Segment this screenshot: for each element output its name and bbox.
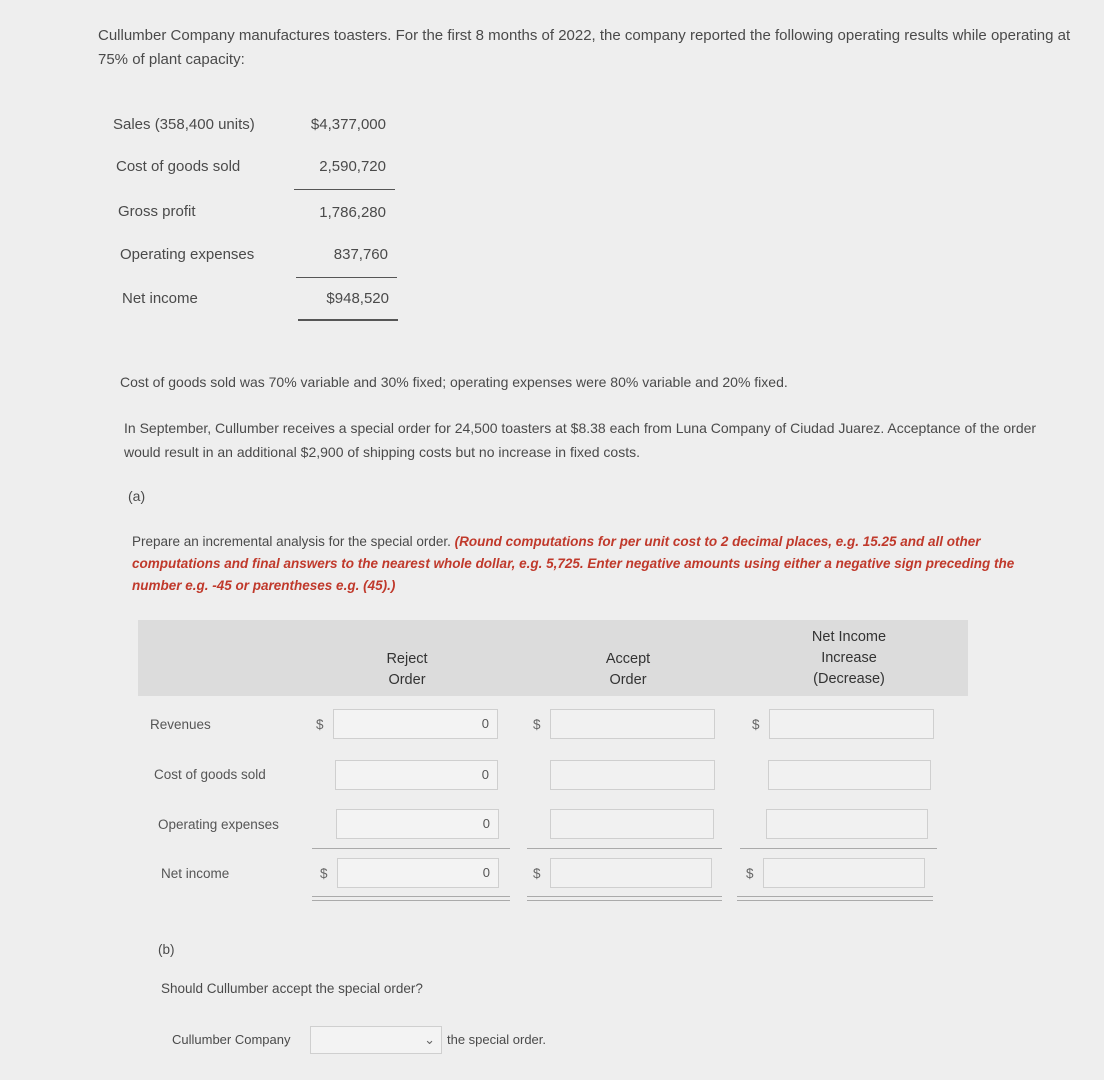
dollar-sign: $	[752, 717, 760, 732]
gross-profit-label: Gross profit	[118, 203, 196, 220]
row-label-revenues: Revenues	[150, 717, 211, 732]
net-accept-double-underline-1	[527, 896, 722, 897]
cogs-net-input[interactable]	[768, 760, 931, 790]
sales-label: Sales (358,400 units)	[113, 116, 255, 133]
col-net-line1: Net Income	[811, 629, 887, 645]
net-change-double-underline-2	[737, 900, 933, 901]
net-income-reject-input[interactable]: 0	[337, 858, 499, 888]
col-reject-line1: Reject	[386, 651, 428, 667]
opex-label: Operating expenses	[120, 246, 255, 263]
col-net-line2: Increase	[821, 650, 877, 666]
net-income-double-underline	[298, 319, 398, 321]
accept-reject-dropdown[interactable]	[310, 1026, 442, 1054]
dollar-sign: $	[316, 717, 324, 732]
instructions-text: Prepare an incremental analysis for the special order.	[132, 534, 455, 549]
cogs-underline	[294, 189, 395, 190]
sales-value: $4,377,000	[310, 116, 386, 133]
col-accept-order	[578, 649, 678, 691]
revenues-net-input[interactable]	[769, 709, 934, 739]
opex-reject-underline	[312, 848, 510, 849]
cost-behavior-note: Cost of goods sold was 70% variable and 30% fixed; operating expenses were 80% variable and 20% fixed.	[120, 374, 788, 390]
revenues-reject-input[interactable]: 0	[333, 709, 498, 739]
net-accept-double-underline-2	[527, 900, 722, 901]
chevron-down-icon: ⌄	[424, 1032, 435, 1047]
row-label-cogs: Cost of goods sold	[154, 767, 266, 782]
part-b-suffix: the special order.	[447, 1032, 547, 1047]
opex-reject-input[interactable]: 0	[336, 809, 499, 839]
net-income-accept-input[interactable]	[550, 858, 712, 888]
opex-net-input[interactable]	[766, 809, 928, 839]
cogs-value: 2,590,720	[319, 158, 386, 175]
part-a-label: (a)	[128, 488, 146, 504]
dollar-sign: $	[533, 717, 541, 732]
dollar-sign: $	[533, 866, 541, 881]
dollar-sign: $	[320, 866, 328, 881]
net-income-label: Net income	[122, 290, 198, 307]
cogs-accept-input[interactable]	[550, 760, 715, 790]
opex-accept-underline	[527, 848, 722, 849]
opex-underline	[296, 277, 397, 278]
part-b-question: Should Cullumber accept the special order?	[161, 981, 423, 996]
row-label-opex: Operating expenses	[158, 817, 279, 832]
part-a-instructions	[132, 531, 1032, 597]
cogs-reject-input[interactable]: 0	[335, 760, 498, 790]
net-change-double-underline-1	[737, 896, 933, 897]
special-order-description: In September, Cullumber receives a special order for 24,500 toasters at $8.38 each from Luna Company of Ciudad Juarez. Acceptance of the order would result in an additional $2,900 of shipping costs but no increase in fixed costs.	[124, 420, 1037, 460]
net-income-value: $948,520	[326, 290, 389, 307]
net-income-net-input[interactable]	[763, 858, 925, 888]
gross-profit-value: 1,786,280	[319, 204, 386, 221]
col-accept-line2: Order	[609, 672, 647, 688]
opex-net-underline	[740, 848, 937, 849]
row-label-net-income: Net income	[161, 866, 230, 881]
opex-accept-input[interactable]	[550, 809, 714, 839]
problem-intro: Cullumber Company manufactures toasters. For the first 8 months of 2022, the company reported the following operating results while operating at 75% of plant capacity:	[98, 27, 1071, 68]
col-net-income-change	[789, 627, 909, 690]
dollar-sign: $	[746, 866, 754, 881]
opex-value: 837,760	[333, 246, 388, 263]
cogs-label: Cost of goods sold	[116, 158, 241, 175]
revenues-accept-input[interactable]	[550, 709, 715, 739]
part-b-label: (b)	[158, 942, 175, 957]
col-reject-line2: Order	[388, 672, 426, 688]
col-reject-order	[357, 649, 457, 691]
net-reject-double-underline-2	[312, 900, 510, 901]
net-reject-double-underline-1	[312, 896, 510, 897]
rounding-instructions: (Round computations for per unit cost to 2 decimal places, e.g. 15.25 and all other computations and final answers to the nearest whole dollar, e.g. 5,725. Enter negative amounts using either a negative sign preceding the number e.g. -45 or parentheses e.g. (45).)	[132, 534, 1015, 593]
part-b-company-prefix: Cullumber Company	[172, 1032, 291, 1047]
col-net-line3: (Decrease)	[813, 671, 885, 687]
col-accept-line1: Accept	[605, 651, 651, 667]
